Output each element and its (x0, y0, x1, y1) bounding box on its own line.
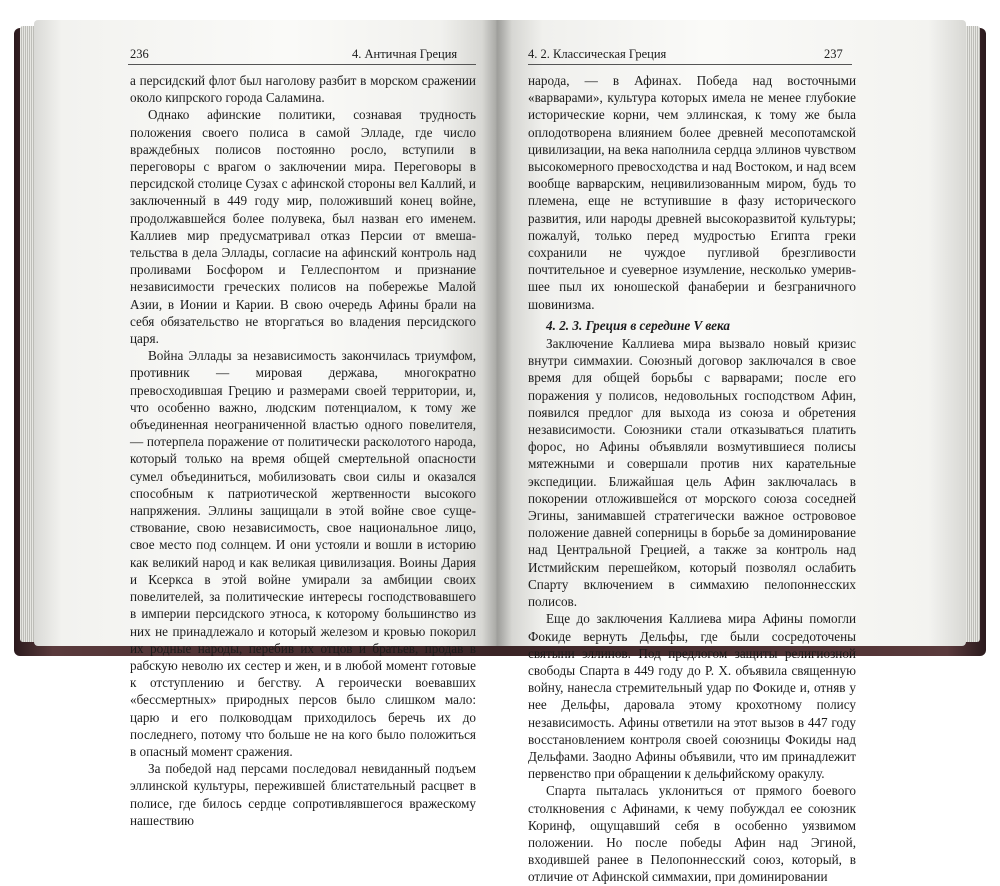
paragraph: Спарта пыталась уклониться от прямого боевого столкновения с Афинами, к чему побуждал ее союзник Коринф, ощущавший себя в особенно уязвимом положении. Но после победы Афин над Эгиной, входившей ранее в Пелопоннесский союз, который, в отличие от Афинской симмахии, при доминировании (528, 783, 856, 885)
paragraph: За победой над персами последовал невиданный подъем эллинской культуры, пережившей блистательный расцвет в полисе, где билось сердце сопротивлявшегося вражескому нашествию (130, 761, 476, 828)
right-header-rule (528, 64, 852, 65)
paragraph: Заключение Каллиева мира вызвало новый кризис внутри симмахии. Союзный договор заключался в свое время для общей борьбы с варварами; после его поражения у полисов, недовольных господством Афин, появился предлог для выхода из союза и обретения независимости. Союзники стали отказываться платить форос, но Афины объявляли возмутившиеся полисы мятежными и совершали против них карательные экспедиции. Ближайшая цель Афин заключалась в покорении отложившейся от морского союза соседней Эгины, занимавшей стратегически важное острововое положение давней соперницы в борьбе за доминирование над Центральной Грецией, а также за контроль над Истмийским перешейком, который позволял ослабить Спарту включением в симмахию пелопоннесских полисов. (528, 336, 856, 610)
paragraph: Еще до заключения Каллиева мира Афины помогли Фокиде вернуть Дельфы, где были сосредоточены святыни эллинов. Под предлогом защиты религиозной свободы Спарта в 449 году до Р. Х. объявила священную войну, нанесла стремительный удар по Фокиде и, отняв у нее Дельфы, даровала этому крохотному полису независимость. Афины ответили на этот вызов в 447 году восстановлением контроля своей союзницы Фокиды над Дельфами. Заодно Афины объявили, что им принадлежит первенство при обращении к дельфийскому оракулу. (528, 611, 856, 782)
left-running-head: 4. Античная Греция (352, 47, 458, 61)
right-page (496, 20, 966, 885)
left-page-text (130, 72, 476, 829)
open-book (14, 20, 986, 885)
paragraph: народа, — в Афинах. Победа над восточными «варварами», культура которых имела не менее глубокие исторические корни, чем эллинская, к тому же была оплодотворена влиянием более древней месопотамской цивилизации, на века наполнила сердца эллинов чувством высокомерного превосходства и над Востоком, и над всем вообще варварским, нецивилизованным миром, будь то племена, еще не вступившие в фазу исторического развития, или народы древней высокоразвитой культуры; пожалуй, только перед мудростью Египта греки сохранили не чуждое пугливой брезгливости почтительное и суеверное изумление, несколько умерившее пыл их юношеской фанаберии и безграничного шовинизма. (528, 73, 856, 312)
right-page-edges (964, 26, 980, 642)
paragraph: а персидский флот был наголову разбит в морском сражении около кипрского города Саламина. (130, 73, 476, 106)
section-heading: 4. 2. 3. Греция в середине V века (546, 317, 730, 333)
right-page-number: 237 (824, 47, 843, 61)
paragraph: Война Эллады за независимость закончилась триумфом, противник — мировая держава, многократно превосходившая Грецию и размерами своей территории, и, что особенно важно, людским потенциалом, к тому же объединенная неограниченной властью одного повелителя, — потерпела поражение от политически расколотого народа, который только на время общей смертельной опасности сумел объединиться, мобилизовать свои силы и оказался способным к патриотической жертвенности высокого напряжения. Эллины защищали в этой войне свое существование, свою независимость, свое национальное лицо, свое место под солнцем. И они устояли и вошли в историю как великий народ и как великая цивилизация. Воины Дария и Ксеркса в этой войне умирали за амбиции своих повелителей, за политические интересы господствовавшего в империи персидского этноса, к которому большинство из них не принадлежало и который железом и кровью покорил их родные народы, перебив их отцов и братьев, продав в рабскую неволю их сестер и жен, и в любой момент готовые к отступлению и бегству. А героически воевавших «бессмертных» природных персов было слишком мало: царю и его полководцам приходилось беречь их до последнего, потому что больше не на кого было положиться в опасный момент сражения. (130, 348, 476, 759)
right-running-head: 4. 2. Классическая Греция (528, 47, 667, 61)
paragraph: Однако афинские политики, сознавая трудность положения своего полиса в самой Элладе, где число враждебных полисов постоянно росло, вступили в переговоры с врагом о заключении мира. Переговоры в персидской столице Сузах с афинской стороны вел Каллий, и заключенный в 449 году мир, положивший конец войне, продолжавшейся более полувека, был назван его именем. Каллиев мир предусматривал отказ Персии от вмешательства в дела Эллады, согласие на афинский контроль над проливами Босфором и Геллеспонтом и признание независимости греческих полисов на побережье Малой Азии, в Ионии и Карии. В свою очередь Афины брали на себя обязательство не вторгаться во владения персидского царя. (130, 107, 476, 347)
left-header-rule (128, 64, 476, 65)
left-page-number: 236 (130, 47, 149, 61)
left-page (34, 20, 496, 828)
right-page-text (528, 72, 856, 886)
